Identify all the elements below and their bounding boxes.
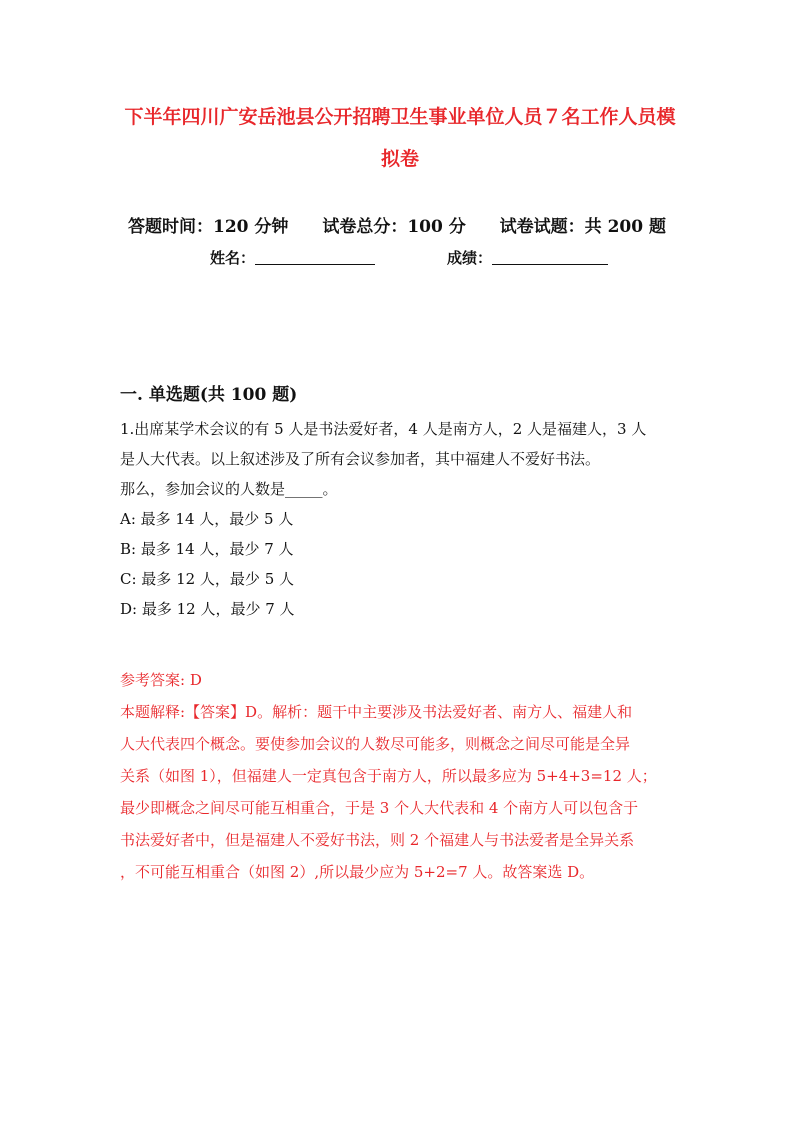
option-b: B: 最多 14 人，最少 7 人 — [120, 540, 294, 558]
question-stem-line: 是人大代表。以上叙述涉及了所有会议参加者，其中福建人不爱好书法。 — [120, 450, 601, 468]
candidate-info — [210, 247, 608, 268]
question-stem-line: 那么，参加会议的人数是_____。 — [120, 480, 338, 498]
explanation-line: 最少即概念之间尽可能互相重合，于是 3 个人大代表和 4 个南方人可以包含于 — [120, 799, 639, 817]
question-stem-line: 1.出席某学术会议的有 5 人是书法爱好者，4 人是南方人，2 人是福建人，3 人 — [120, 420, 647, 438]
reference-answer: 参考答案: D — [120, 671, 202, 689]
explanation-line: 书法爱好者中，但是福建人不爱好书法，则 2 个福建人与书法爱者是全异关系 — [120, 831, 635, 849]
explanation-line: 关系（如图 1），但福建人一定真包含于南方人，所以最多应为 5+4+3=12 人； — [120, 767, 657, 785]
option-d: D: 最多 12 人，最少 7 人 — [120, 600, 295, 618]
explanation-line: ，不可能互相重合（如图 2）,所以最少应为 5+2=7 人。故答案选 D。 — [120, 863, 595, 881]
explanation-line: 本题解释:【答案】D。解析：题干中主要涉及书法爱好者、南方人、福建人和 — [120, 703, 633, 721]
explanation-line: 人大代表四个概念。要使参加会议的人数尽可能多，则概念之间尽可能是全异 — [120, 735, 631, 753]
exam-time: 答题时间：120 分钟 — [128, 217, 289, 237]
question-1 — [120, 414, 680, 624]
name-blank-line[interactable] — [255, 250, 375, 265]
option-a: A: 最多 14 人，最少 5 人 — [120, 510, 294, 528]
option-c: C: 最多 12 人，最少 5 人 — [120, 570, 295, 588]
exam-total-score: 试卷总分：100 分 — [322, 217, 466, 237]
score-label: 成绩： — [447, 249, 493, 267]
exam-meta — [128, 212, 688, 237]
exam-title-line-1: 下半年四川广安岳池县公开招聘卫生事业单位人员７名工作人员模 — [124, 106, 676, 128]
name-label: 姓名： — [210, 249, 256, 267]
answer-block — [120, 664, 690, 888]
exam-question-count: 试卷试题：共 200 题 — [499, 217, 666, 237]
score-blank-line[interactable] — [492, 250, 608, 265]
exam-title-line-2: 拟卷 — [380, 148, 419, 170]
section-heading: 一. 单选题(共 100 题) — [120, 385, 298, 405]
